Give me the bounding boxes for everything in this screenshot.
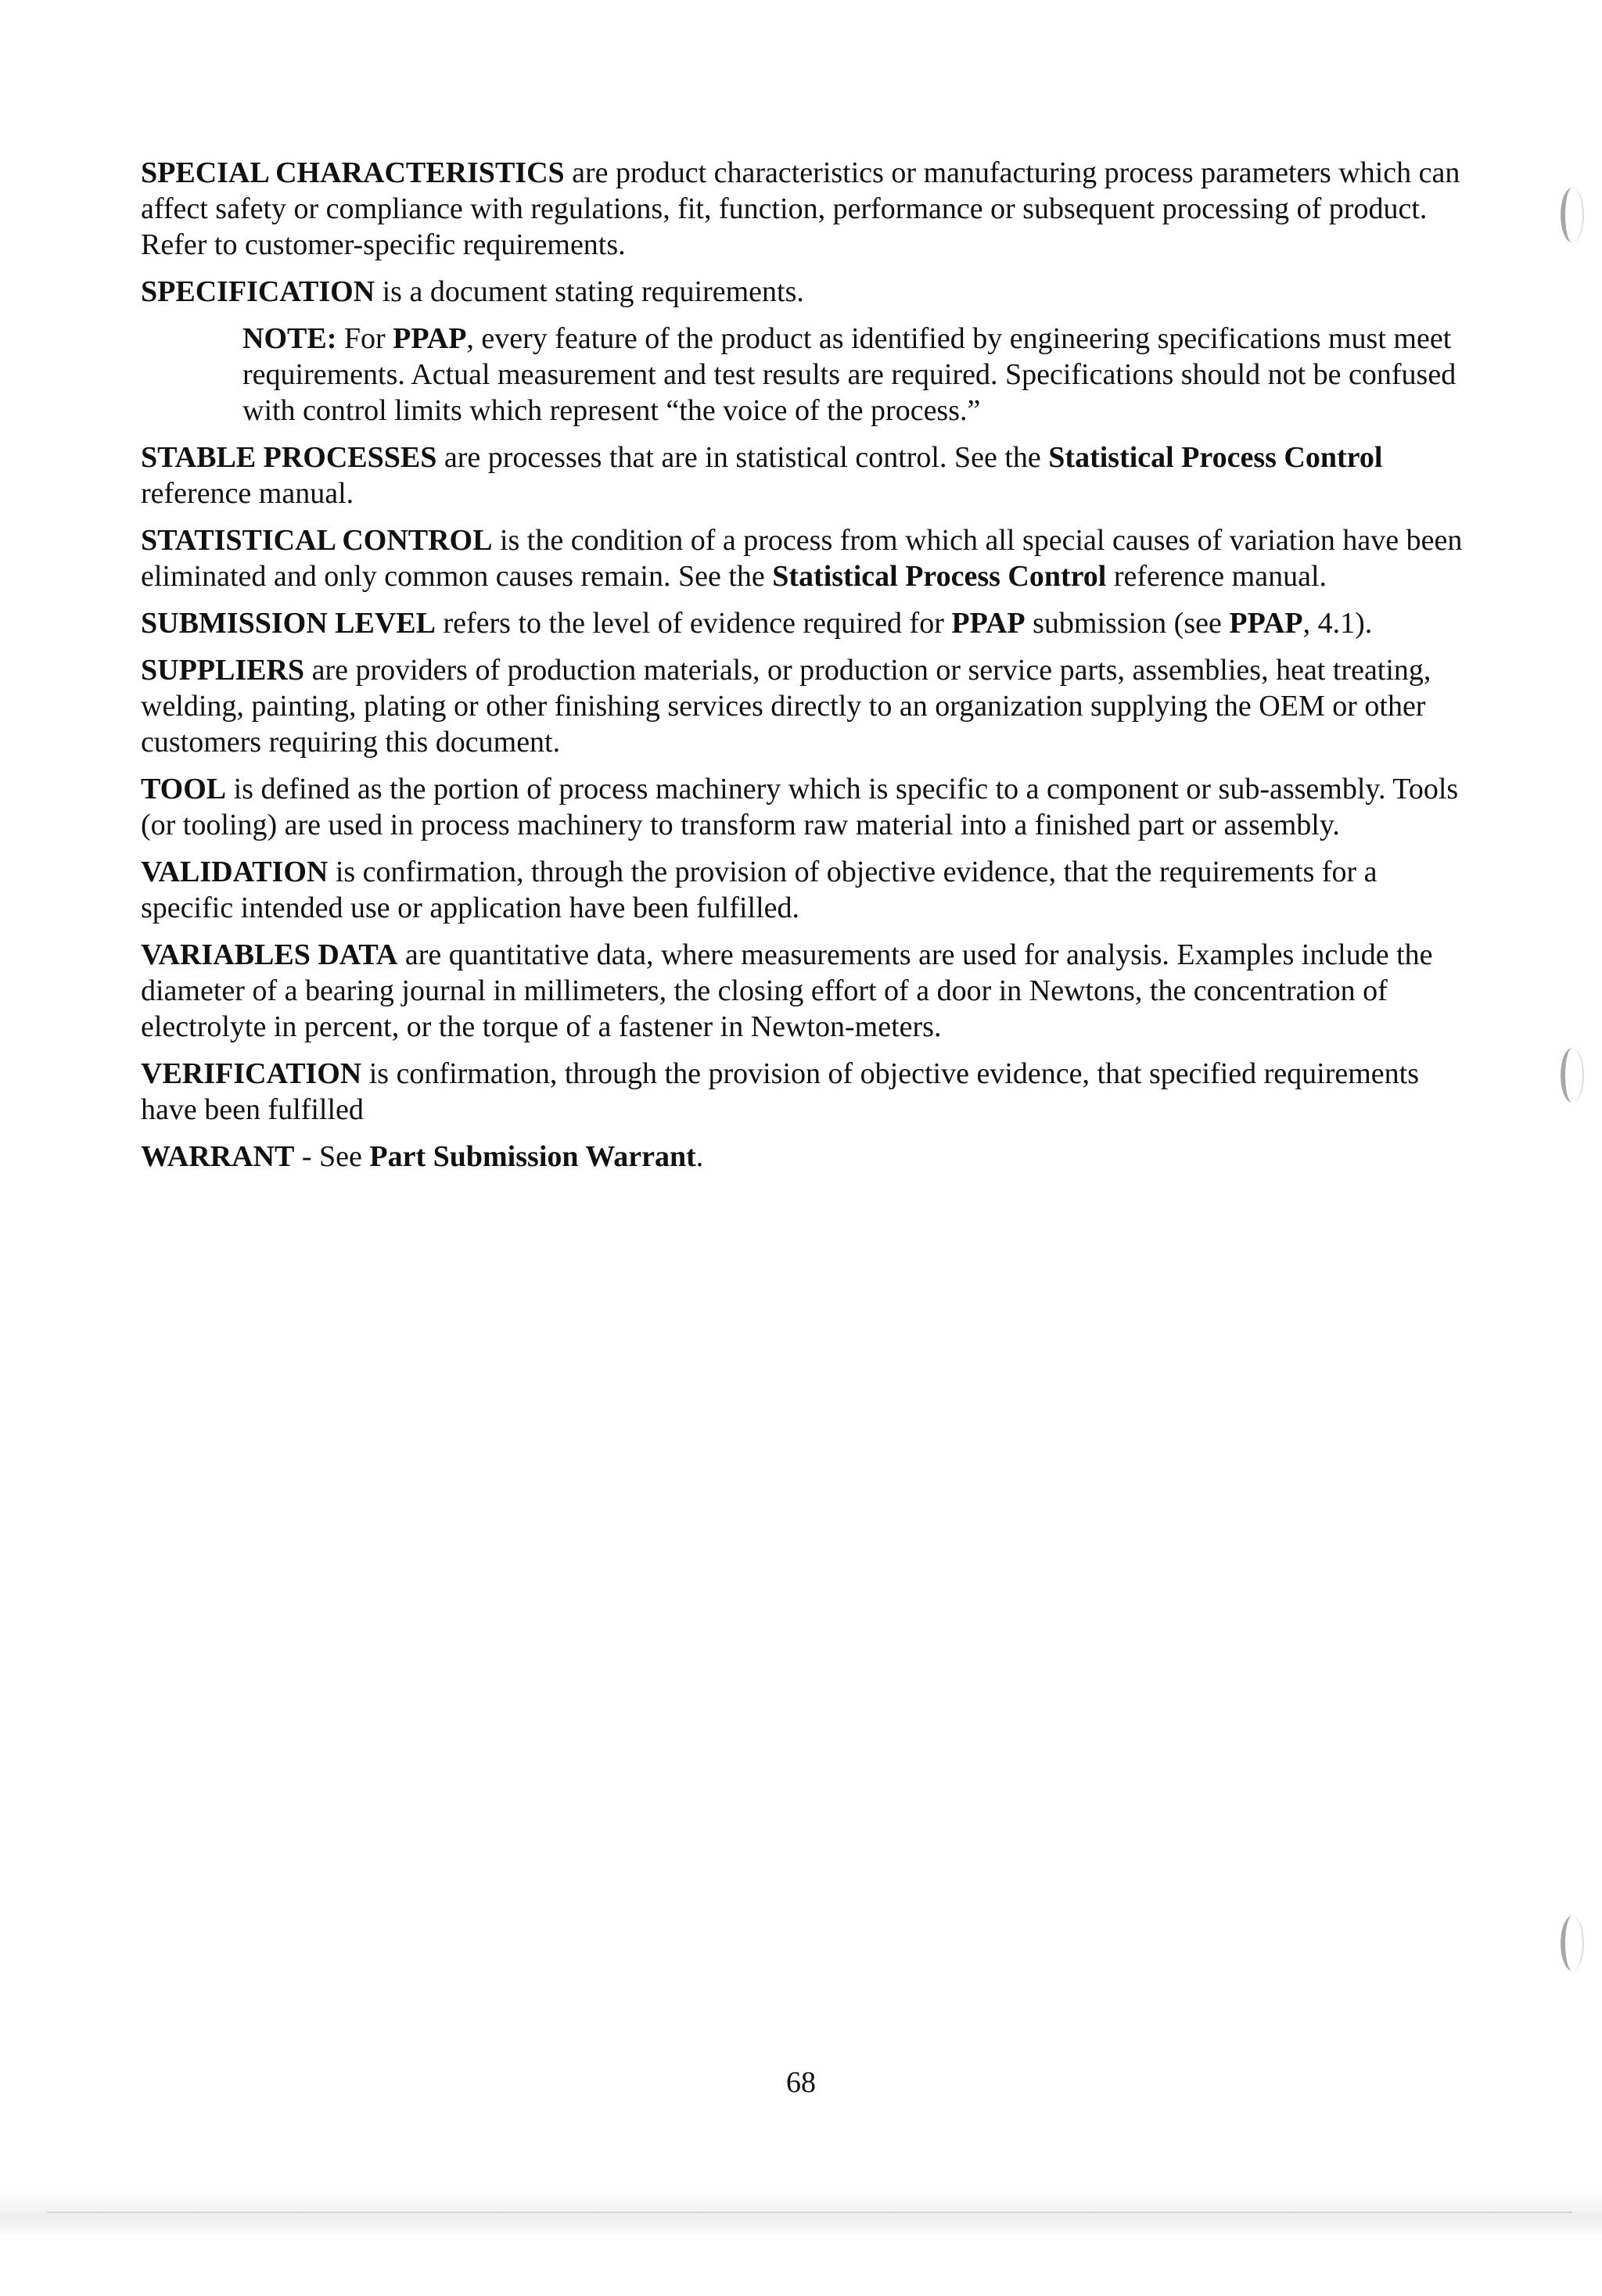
glossary-definition: are processes that are in statistical control. See the: [436, 441, 1049, 474]
glossary-term: SPECIFICATION: [141, 275, 375, 308]
glossary-definition: refers to the level of evidence required for: [435, 607, 952, 640]
glossary-definition: is the condition of a process from which all special causes of variation have been eliminated and only common causes remain. See the: [141, 524, 1463, 593]
note-text: , every feature of the product as identified by engineering specifications must meet requirements. Actual measurement and test results are required. Specifications should not be confused with control limits which represent “the voice of the process.”: [242, 322, 1457, 427]
glossary-definition-tail: .: [695, 1140, 704, 1173]
note-label: NOTE:: [242, 322, 337, 355]
glossary-entry-submission-level: [141, 605, 1471, 641]
glossary-entry-tool: [141, 771, 1471, 843]
reference-manual-title: Statistical Process Control: [772, 560, 1107, 593]
glossary-entry-specification: [141, 274, 1471, 310]
glossary-term: SUBMISSION LEVEL: [141, 607, 436, 640]
glossary-entry-special-characteristics: [141, 155, 1471, 263]
glossary-entry-stable-processes: [141, 439, 1471, 511]
glossary-definition: are quantitative data, where measurements are used for analysis. Examples include the diameter of a bearing journal in millimeters, the closing effort of a door in Newtons, the concentration of electrolyte in percent, or the torque of a fastener in Newton-meters.: [141, 938, 1433, 1043]
binding-hole-mark: [1561, 1916, 1584, 1971]
glossary-definition-mid: submission (see: [1025, 607, 1230, 640]
page-number: 68: [786, 2066, 816, 2099]
glossary-term: WARRANT: [141, 1140, 295, 1173]
glossary-definition: are providers of production materials, or production or service parts, assemblies, heat treating, welding, painting, plating or other finishing services directly to an organization supplying the OEM or other customers requiring this document.: [141, 654, 1431, 759]
glossary-definition: are product characteristics or manufacturing process parameters which can affect safety or compliance with regulations, fit, function, performance or subsequent processing of product. Refer to customer-specific requirements.: [141, 156, 1460, 261]
glossary-definition: - See: [294, 1140, 370, 1173]
glossary-term: STABLE PROCESSES: [141, 441, 437, 474]
scan-edge-artifact: [0, 2190, 1602, 2237]
specification-note: [242, 321, 1463, 429]
glossary-term: VARIABLES DATA: [141, 938, 398, 971]
ppap-ref: PPAP: [1229, 607, 1303, 640]
glossary-definition-tail: , 4.1).: [1302, 607, 1373, 640]
glossary-definition-tail: reference manual.: [1106, 560, 1327, 593]
glossary-definition: is confirmation, through the provision of objective evidence, that the requirements for a specific intended use or application have been fulfilled.: [141, 856, 1378, 924]
reference-manual-title: Statistical Process Control: [1048, 441, 1383, 474]
glossary-entry-suppliers: [141, 652, 1471, 760]
glossary-entry-variables-data: [141, 937, 1471, 1045]
glossary-term: SUPPLIERS: [141, 654, 305, 687]
glossary-body: [141, 155, 1471, 1186]
glossary-term: VALIDATION: [141, 856, 329, 888]
note-bold-ref: PPAP: [393, 322, 467, 355]
glossary-term: STATISTICAL CONTROL: [141, 524, 493, 557]
ppap-ref: PPAP: [951, 607, 1025, 640]
glossary-term: SPECIAL CHARACTERISTICS: [141, 156, 565, 189]
glossary-entry-statistical-control: [141, 522, 1471, 594]
glossary-term: TOOL: [141, 773, 227, 805]
cross-reference: Part Submission Warrant: [369, 1140, 696, 1173]
glossary-definition-tail: reference manual.: [141, 477, 354, 510]
note-text-pre: For: [336, 322, 393, 355]
glossary-entry-verification: [141, 1056, 1471, 1128]
binding-hole-mark: [1561, 188, 1584, 242]
glossary-term: VERIFICATION: [141, 1057, 362, 1090]
glossary-definition: is defined as the portion of process machinery which is specific to a component or sub-assembly. Tools (or tooling) are used in process machinery to transform raw material into a finished part or assembly.: [141, 773, 1459, 841]
glossary-entry-validation: [141, 854, 1471, 926]
glossary-definition: is confirmation, through the provision of objective evidence, that specified requirements have been fulfilled: [141, 1057, 1419, 1126]
glossary-definition: is a document stating requirements.: [375, 275, 804, 308]
scan-edge-line: [47, 2212, 1572, 2213]
binding-hole-mark: [1561, 1048, 1584, 1103]
glossary-entry-warrant: [141, 1139, 1471, 1175]
